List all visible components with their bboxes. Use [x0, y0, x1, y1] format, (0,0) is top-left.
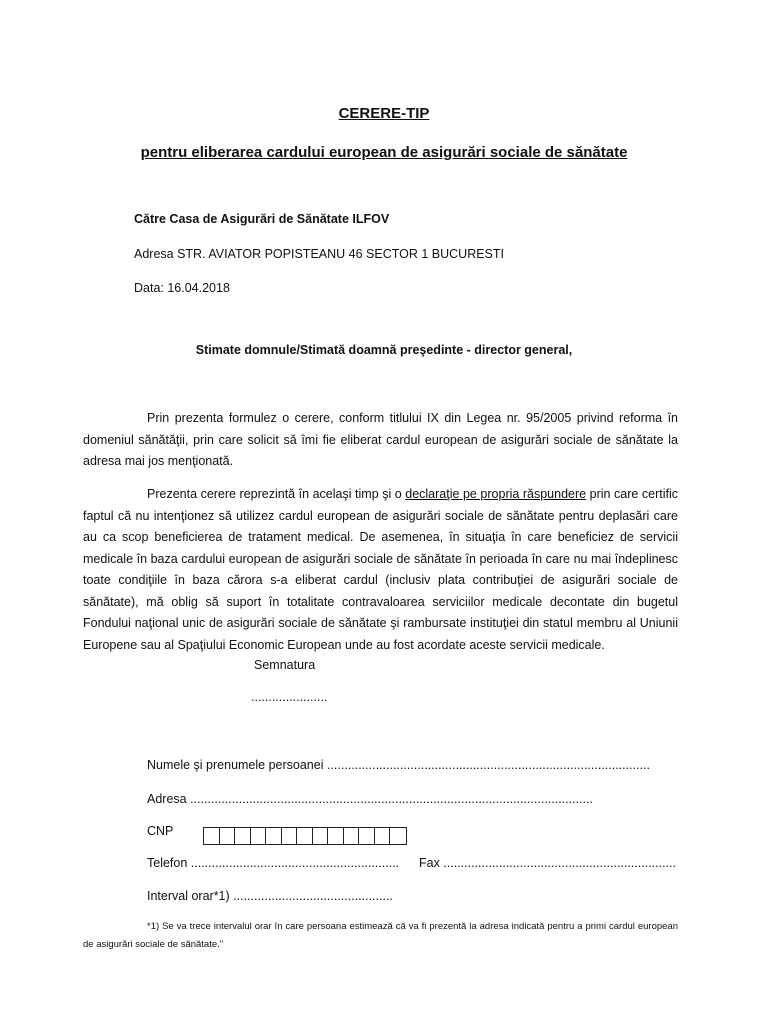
cnp-digit-box — [344, 828, 360, 844]
declaration-underlined: declaraţie pe propria răspundere — [405, 487, 587, 501]
cnp-digit-box — [282, 828, 298, 844]
cnp-digit-box — [390, 828, 406, 844]
signature-line: ...................... — [251, 690, 328, 704]
cnp-digit-box — [204, 828, 220, 844]
document-title: CERERE-TIP — [338, 105, 430, 122]
cnp-digit-box — [220, 828, 236, 844]
document-subtitle: pentru eliberarea cardului european de asigurări sociale de sănătate — [140, 144, 628, 161]
cnp-digit-box — [375, 828, 391, 844]
paragraph-declaration — [83, 484, 678, 656]
paragraph-declaration-start: Prezenta cerere reprezintă în acelaşi timp şi o — [147, 487, 406, 501]
date-line: Data: 16.04.2018 — [134, 281, 230, 295]
fax-field: Fax ................................................................... — [419, 856, 676, 870]
cnp-digit-box — [235, 828, 251, 844]
paragraph-request: Prin prezenta formulez o cerere, conform titlului IX din Legea nr. 95/2005 privind reforma în domeniul sănătăţii, prin care solicit să îmi fie eliberat cardul european de asigurări sociale de sănătate la adresa mai jos menţionată. — [83, 411, 678, 468]
signature-label: Semnatura — [254, 658, 316, 672]
name-field: Numele şi prenumele persoanei ............................................................................................. — [147, 758, 650, 772]
cnp-digit-box — [266, 828, 282, 844]
cnp-digit-box — [359, 828, 375, 844]
phone-field: Telefon ............................................................ — [147, 856, 400, 870]
salutation: Stimate domnule/Stimată doamnă preşedinte - director general, — [195, 343, 573, 357]
addressee-line: Către Casa de Asigurări de Sănătate ILFOV — [134, 212, 390, 226]
cnp-label: CNP — [147, 824, 174, 838]
cnp-digit-box — [251, 828, 267, 844]
address-field: Adresa .................................................................................................................... — [147, 792, 593, 806]
cnp-digit-box — [297, 828, 313, 844]
cnp-digit-box — [313, 828, 329, 844]
interval-field: Interval orar*1) .............................................. — [147, 889, 393, 903]
cnp-digit-box — [328, 828, 344, 844]
footnote: *1) Se va trece intervalul orar în care persoana estimează că va fi prezentă la adresa indicată pentru a primi cardul european de asigurări sociale de sănătate." — [83, 921, 678, 950]
cnp-boxes — [203, 827, 407, 845]
paragraph-declaration-rest: prin care certific faptul că nu intenţionez să utilizez cardul european de asigurări sociale de sănătate pentru deplasări care au ca scop beneficierea de tratament medical. De asemenea, în situaţia în care beneficiez de servicii medicale în baza cardului european de asigurări sociale de sănătate în perioada în care nu mai îndeplinesc toate condiţiile în baza cărora s-a eliberat cardul (inclusiv plata contribuţiei de asigurări sociale de sănătate), mă oblig să suport în totalitate contravaloarea serviciilor medicale decontate din bugetul Fondului naţional unic de asigurări sociale de sănătate şi rambursate instituţiei din statul membru al Uniunii Europene sau al Spaţiului Economic European unde au fost acordate aceste servicii medicale. — [83, 487, 678, 652]
institution-address-line: Adresa STR. AVIATOR POPISTEANU 46 SECTOR 1 BUCURESTI — [134, 247, 505, 261]
